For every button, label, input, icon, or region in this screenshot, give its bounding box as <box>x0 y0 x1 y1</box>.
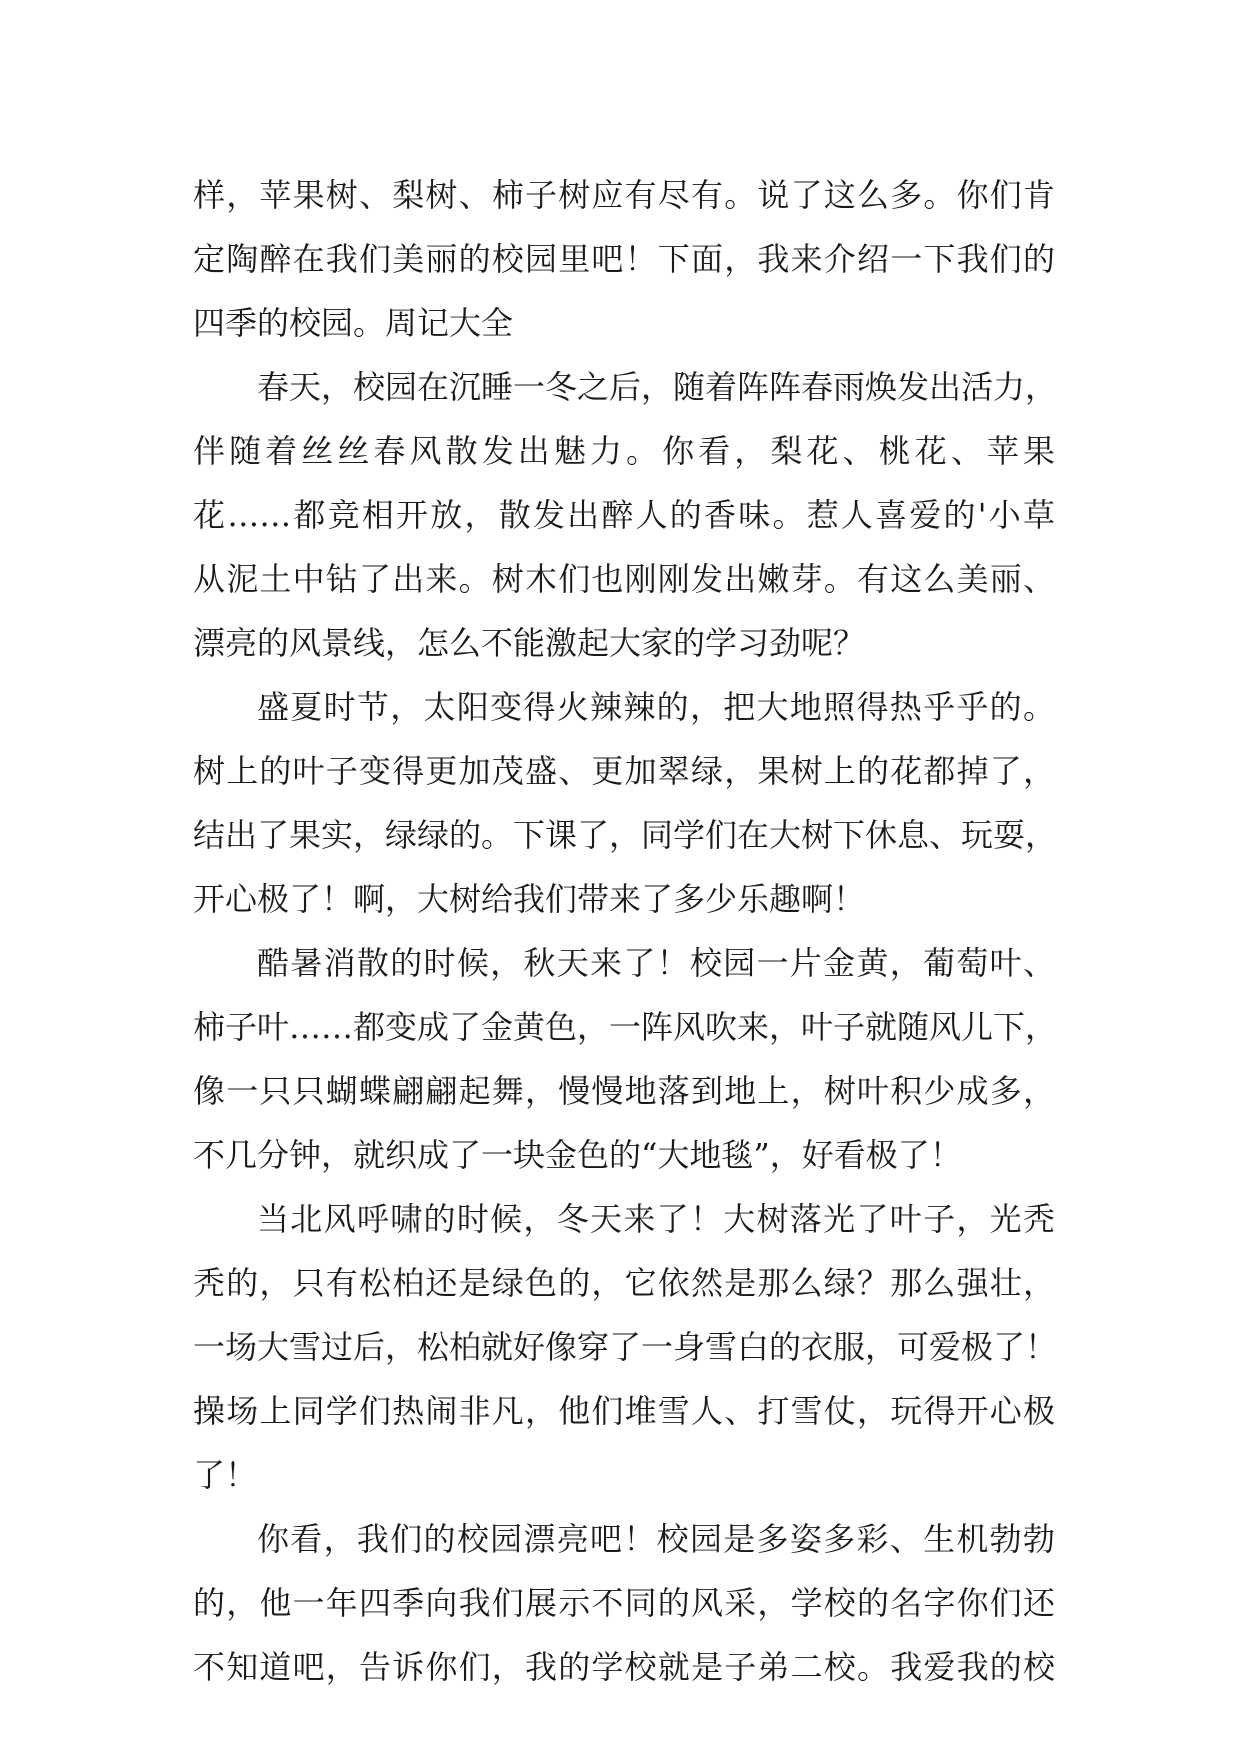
text-line: 一场大雪过后，松柏就好像穿了一身雪白的衣服，可爱极了！ <box>193 1328 1058 1366</box>
text-line: 像一只只蝴蝶翩翩起舞，慢慢地落到地上，树叶积少成多， <box>193 1072 1055 1110</box>
text-line: 样，苹果树、梨树、柿子树应有尽有。说了这么多。你们肯 <box>193 176 1055 214</box>
paragraph <box>193 931 1058 1187</box>
text-line: 酷暑消散的时候，秋天来了！校园一片金黄，葡萄叶、 <box>257 944 1055 982</box>
text-line: 操场上同学们热闹非凡，他们堆雪人、打雪仗，玩得开心极 <box>193 1392 1055 1430</box>
text-line: 树上的叶子变得更加茂盛、更加翠绿，果树上的花都掉了， <box>193 752 1055 790</box>
text-line: 盛夏时节，太阳变得火辣辣的，把大地照得热乎乎的。 <box>257 688 1055 726</box>
body-text <box>193 163 1058 1699</box>
text-line: 四季的校园。周记大全 <box>193 304 514 342</box>
text-line: 春天，校园在沉睡一冬之后，随着阵阵春雨焕发出活力， <box>257 368 1058 406</box>
text-line: 不几分钟，就织成了一块金色的“大地毯”，好看极了！ <box>193 1136 962 1174</box>
text-line: 了！ <box>193 1456 258 1494</box>
paragraph <box>193 1187 1058 1507</box>
paragraph <box>193 1507 1055 1699</box>
text-line: 结出了果实，绿绿的。下课了，同学们在大树下休息、玩耍， <box>193 816 1058 854</box>
text-line: 柿子叶……都变成了金黄色，一阵风吹来，叶子就随风儿下， <box>193 1008 1058 1046</box>
text-line: 秃的，只有松柏还是绿色的，它依然是那么绿？那么强壮， <box>193 1264 1055 1302</box>
text-line: 的，他一年四季向我们展示不同的风采，学校的名字你们还 <box>193 1584 1055 1622</box>
text-line: 漂亮的风景线，怎么不能激起大家的学习劲呢？ <box>193 624 866 662</box>
paragraph <box>193 355 1058 675</box>
text-line: 不知道吧，告诉你们，我的学校就是子弟二校。我爱我的校 <box>193 1648 1055 1686</box>
paragraph <box>193 163 1055 355</box>
text-line: 伴随着丝丝春风散发出魅力。你看，梨花、桃花、苹果 <box>193 432 1055 470</box>
text-line: 从泥土中钻了出来。树木们也刚刚发出嫩芽。有这么美丽、 <box>193 560 1055 598</box>
text-line: 定陶醉在我们美丽的校园里吧！下面，我来介绍一下我们的 <box>193 240 1055 278</box>
text-line: 当北风呼啸的时候，冬天来了！大树落光了叶子，光秃 <box>257 1200 1055 1238</box>
text-line: 你看，我们的校园漂亮吧！校园是多姿多彩、生机勃勃 <box>257 1520 1055 1558</box>
paragraph <box>193 675 1058 931</box>
text-line: 花……都竞相开放，散发出醉人的香味。惹人喜爱的'小草 <box>193 496 1055 534</box>
text-line: 开心极了！啊，大树给我们带来了多少乐趣啊！ <box>193 880 866 918</box>
